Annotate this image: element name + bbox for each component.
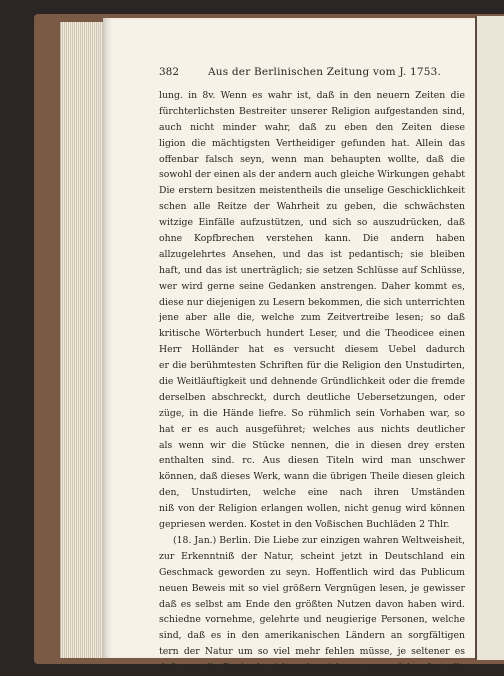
text-line: den, Unstudirten, welche eine nach ihren Umständen [159,487,465,499]
text-line: derselben abschreckt, durch deutliche Uebersetzungen, oder [159,391,465,403]
text-line: offenbar falsch seyn, wenn man behaupten wollte, daß die [159,153,465,165]
text-line: allzugelehrtes Ansehen, und das ist pedantisch; sie bleiben [159,248,465,260]
page-number: 382 [159,66,180,78]
text-line: niß von der Religion erlangen wollen, nicht genug wird können [159,503,465,515]
text-line: Die erstern besitzen meistentheils die unselige Geschicklichkeit [159,185,465,197]
text-line: ohne Kopfbrechen verstehen kann. Die andern haben [159,233,465,245]
text-line: tern der Natur um so viel mehr fehlen müsse, je seltener es [159,646,465,658]
running-title: Aus der Berlinischen Zeitung vom J. 1753. [208,66,442,78]
text-line: auch nicht minder wahr, daß zu eben den Zeiten diese [159,121,465,133]
text-line: als wenn wir die Stücke nennen, die in diesen drey ersten [159,439,465,451]
text-line: Herr Holländer hat es versucht diesem Uebel dadurch [159,344,465,356]
text-line: ligion die mächtigsten Vertheidiger gefunden hat. Allein das [159,137,465,149]
facing-page-edge [475,16,504,660]
text-line: zur Erkenntniß der Natur, scheint jetzt in Deutschland ein [159,550,465,562]
text-line: haft, und das ist unerträglich; sie setzen Schlüsse auf Schlüsse, [159,264,465,276]
text-line: Geschmack geworden zu seyn. Hoffentlich wird das Publicum [159,566,465,578]
text-line: er die berühmtesten Schriften für die Religion den Unstudirten, [159,360,465,372]
text-line: jene aber alle die, welche zum Zeitvertreibe lesen; so daß [159,312,465,324]
text-line: sind, daß es in den amerikanischen Ländern an sorgfältigen [159,630,465,642]
text-line: die Weitläuftigkeit und dehnende Gründlichkeit oder die fremde [159,376,465,388]
text-line: kritische Wörterbuch hundert Leser, und die Theodicee einen [159,328,465,340]
text-line: hat er es auch ausgeführet; welches aus nichts deutlicher [159,423,465,435]
text-line: schiedne vornehme, gelehrte und neugierige Personen, welche [159,614,465,626]
text-line: lung. in 8v. Wenn es wahr ist, daß in den neuern Zeiten die [159,90,465,101]
text-line: gepriesen werden. Kostet in den Voßischen Buchläden 2 Thlr. [159,519,450,531]
body-text [159,88,465,676]
text-line: witzige Einfälle aufzustützen, und sich so auszudrücken, daß [159,217,465,229]
text-line: sowohl der einen als der andern auch gleiche Wirkungen gehabt [159,169,465,181]
text-line: daß man die Begierde sich zu bereichern, von welcher fast alle [159,662,465,674]
text-line: (18. Jan.) Berlin. Die Liebe zur einzigen wahren Weltweisheit, [173,534,465,546]
text-line: enthalten sind. rc. Aus diesen Titeln wird man unschwer [159,455,465,467]
text-line: wer wird gerne seine Gedanken anstrengen. Daher kommt es, [159,280,465,292]
text-line: neuen Beweis mit so viel größern Vergnügen lesen, je gewisser [159,582,465,594]
text-line: fürchterlichsten Bestreiter unserer Religion aufgestanden sind, [159,105,465,117]
text-line: züge, in die Hände liefre. So rühmlich sein Vorhaben war, so [159,407,465,419]
text-line: daß es selbst am Ende den größten Nutzen davon haben wird. [159,598,465,610]
page-edges [60,22,105,658]
text-line: schen alle Reitze der Wahrheit zu geben, die schwächsten [159,201,465,213]
text-line: können, daß dieses Werk, wann die übrigen Theile diesen gleich [159,471,465,483]
text-line: diese nur diejenigen zu Lesern bekommen, die sich unterrichten [159,296,465,308]
